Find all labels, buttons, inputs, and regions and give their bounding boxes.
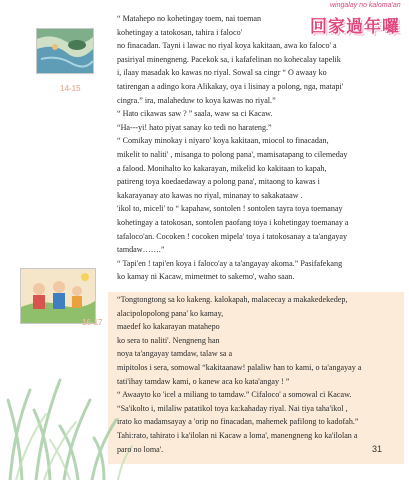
- logo-title: 回家過年囉: [310, 17, 400, 37]
- text-line: kohetingay a tatokosan, tahira i faloco': [117, 27, 243, 37]
- text-line: “ Hato cikawas saw ? ” saala, waw sa ci Kacaw.: [117, 109, 273, 119]
- page-reference-2: 16-17: [82, 318, 103, 327]
- text-line: mipitolos i sera, somowal “kakitaanaw! palaliw han to kami, o ta'angayay a: [117, 362, 362, 372]
- text-line: ko kamay ni Kacaw, mimetmet to sakemo', waho saan.: [117, 272, 295, 282]
- section1-text: [117, 12, 349, 284]
- page-reference-1: 14-15: [60, 84, 81, 93]
- text-line: a falood. Monihalto ko kakarayan, mikelid ko kakitaan to kapah,: [117, 163, 327, 173]
- text-line: Tahi:rato, tahirato i ka'ilolan ni Kacaw a loma', manengneng ko ka'ilolan a: [117, 430, 358, 440]
- text-line: irato ko madamsayay a 'orip no finacadan, mahemek pafilong to kadofah.”: [117, 417, 359, 427]
- text-line: pasiriyal minengneng. Pacekok sa, i kafafelinan no kohecalay tapelik: [117, 54, 341, 64]
- text-line: “Sa'ikolto i, milaliw patatikol toya ka:kahaday riyal. Nai tiya taha'ikol ,: [117, 403, 348, 413]
- family-illustration-icon: [21, 269, 95, 323]
- text-line: ko sera to naliti'. Nengneng han: [117, 335, 220, 345]
- text-line: tafaloco'an. Cocoken ! cocoken mipela' toya i tatokosanay a ta'angayay: [117, 231, 348, 241]
- text-line: maedef ko kakarayan matahepo: [117, 322, 220, 332]
- logo-subtitle: wingalay no kaloma'an: [330, 2, 401, 9]
- text-line: “ Awaayto ko 'icel a miliang to tamdaw.” Cifaloco' a somowal ci Kacaw.: [117, 390, 352, 400]
- page-number: 31: [372, 444, 383, 454]
- text-line: patireng toya koedaedaway a polong pana', mitaong to kawas i: [117, 177, 320, 187]
- text-line: kakarayanay ato kawas no riyal, minanay to sakakataaw .: [117, 190, 303, 200]
- text-line: tamdaw…….”: [117, 245, 165, 255]
- text-line: “Ha---yi! hato piyat sanay ko tedi no harateng.”: [117, 122, 272, 132]
- text-line: noya ta'angayay tamdaw, talaw sa a: [117, 349, 233, 359]
- text-line: no finacadan. Tayni i lawac no riyal koya kakitaan, awa ko faloco' a: [117, 41, 337, 51]
- text-line: mikelit to naliti' , misanga to polong pana', mamisatapang to cilemeday: [117, 149, 348, 159]
- text-line: 'ikol to, miceli' to “ kapahaw, sontolen ! sontolen tayra toya toemanay: [117, 204, 343, 214]
- river-illustration-icon: [37, 29, 93, 73]
- section2-text: [117, 293, 361, 456]
- text-line: “ Tapi'en ! tapi'en koya i faloco'ay a ta'angayay akoma.” Pasifafekang: [117, 258, 343, 268]
- text-line: “Tongtongtong sa ko kakeng. kalokapah, malacecay a makakedekedep,: [117, 295, 348, 304]
- text-line: “ Matahepo no kohetingay toem, nai toeman: [117, 14, 262, 23]
- text-line: “ Comikay minokay i niyaro' koya kakitaan, miocol to finacadan,: [117, 136, 329, 146]
- text-line: cingra.” ira, malaheduw to koya kawas no riyal.”: [117, 95, 276, 105]
- text-line: tati'ihay tamdaw kami, o kanew aca ko kata'angay ! ”: [117, 376, 290, 386]
- text-line: i, ilaay masadak ko kawas no riyal. Sowal sa cingr “ O awaay ko: [117, 68, 327, 78]
- text-line: kohetingay a tatokosan, sontolen paofang toya i kohetingay toemanay a: [117, 217, 349, 227]
- text-line: paro no loma'.: [117, 444, 164, 454]
- text-line: tatirengan a adingo kora Alikakay, oya i lisinay a polong, nga, matapi': [117, 81, 344, 91]
- illustration-family: [20, 268, 96, 324]
- text-line: alacipolopolong pana' ko kamay,: [117, 308, 224, 318]
- illustration-river: [36, 28, 94, 74]
